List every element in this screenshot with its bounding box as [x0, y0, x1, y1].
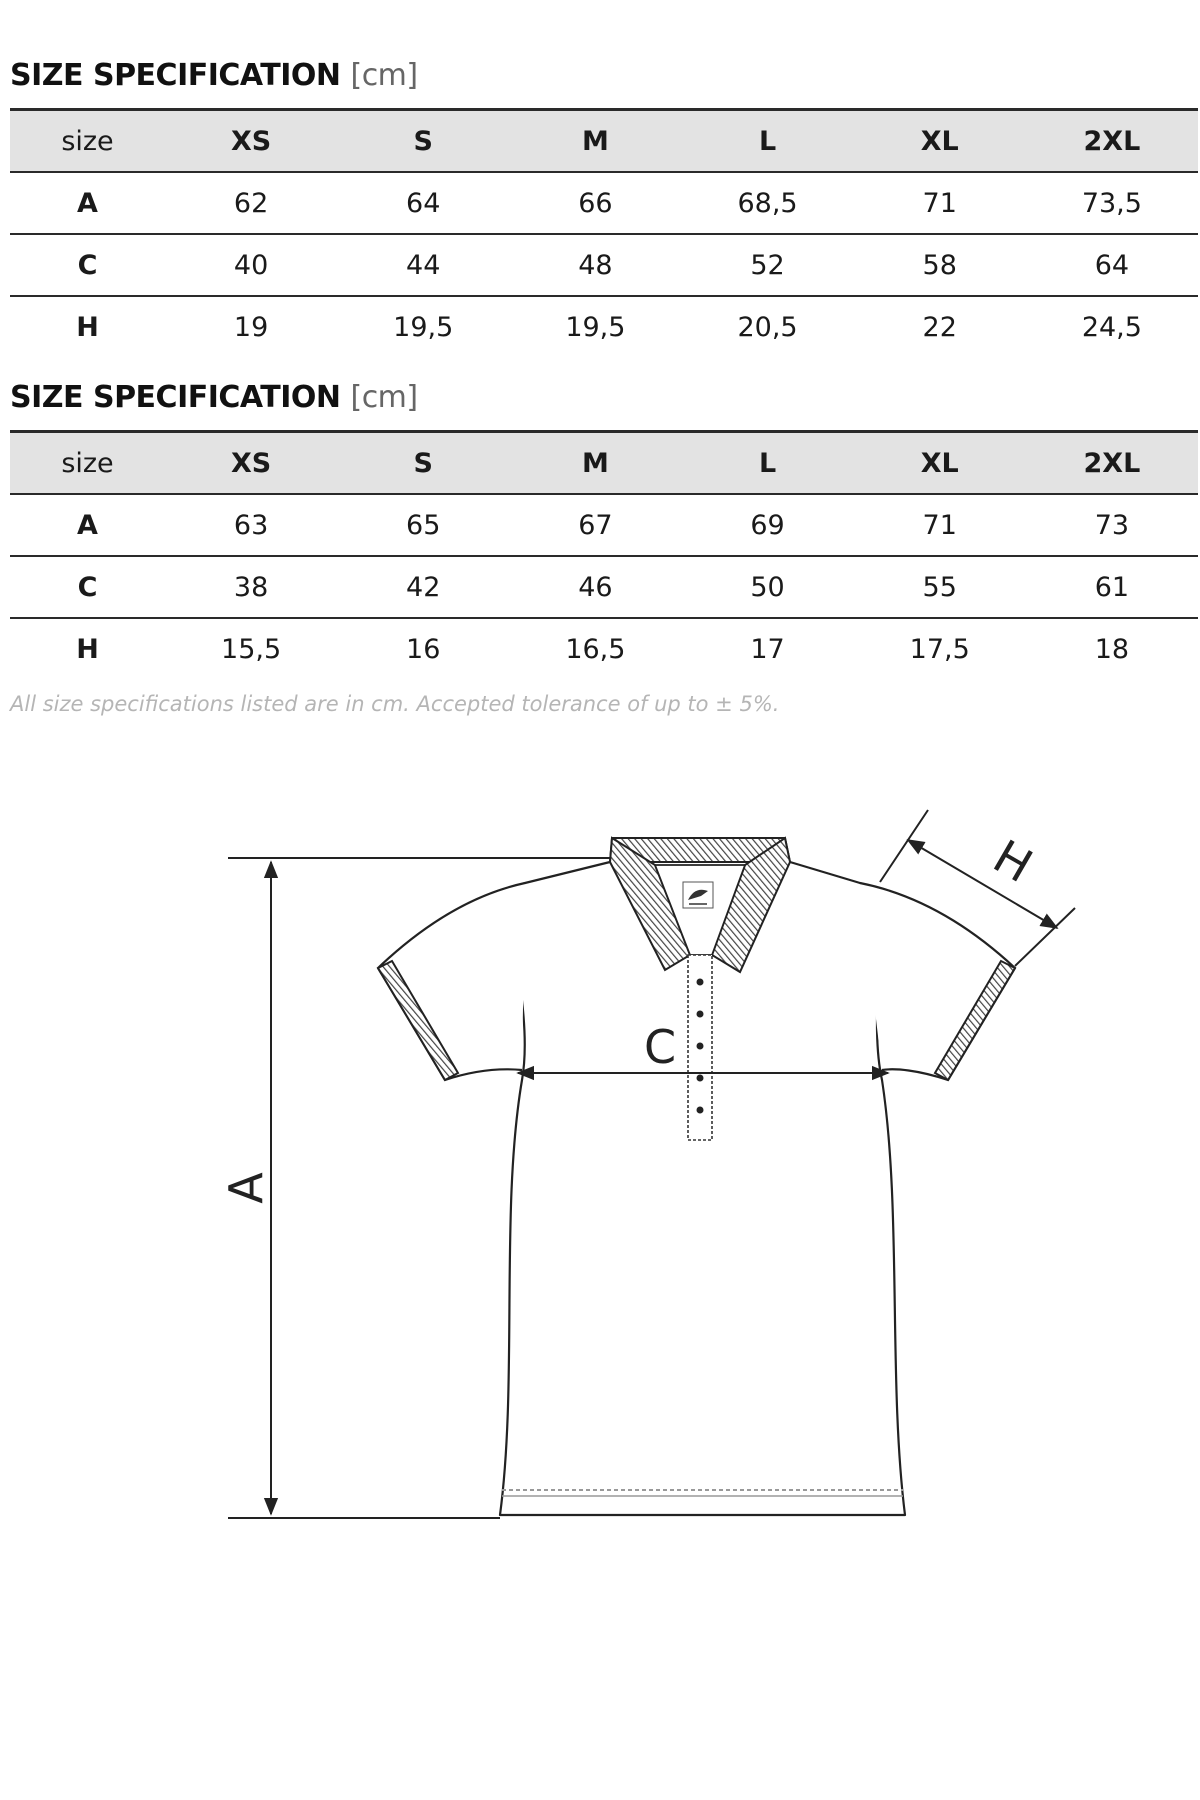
tolerance-note: All size specifications listed are in cm. Accepted tolerance of up to ± 5%.: [10, 692, 780, 716]
title-text: SIZE SPECIFICATION: [10, 58, 341, 93]
size-col-header: S: [413, 447, 433, 479]
size-col-header: L: [758, 125, 777, 157]
table-cell: 69: [750, 509, 785, 541]
table-cell: 71: [922, 509, 957, 541]
table-cell: 44: [406, 249, 441, 281]
table-header-row: [10, 110, 1198, 173]
polo-shirt-diagram: [0, 760, 1200, 1540]
table-cell: 68,5: [737, 187, 798, 219]
table-cell: 65: [406, 509, 441, 541]
size-col-header: L: [758, 447, 777, 479]
button-icon: [697, 1107, 704, 1114]
table-cell: 16: [406, 633, 441, 665]
size-spec-table-1: [10, 108, 1198, 357]
title-unit: [cm]: [350, 58, 418, 93]
table-row: [10, 296, 1198, 357]
table-cell: 73: [1094, 509, 1130, 541]
row-label: C: [77, 571, 98, 603]
table-cell: 62: [233, 187, 269, 219]
row-label: C: [77, 249, 98, 281]
table-cell: 16,5: [565, 633, 626, 665]
size-col-header: 2XL: [1083, 447, 1141, 479]
length-label: A: [219, 1172, 273, 1204]
title-unit: [cm]: [350, 380, 418, 415]
table-cell: 19: [233, 311, 269, 343]
row-label: A: [77, 187, 98, 219]
size-col-header: S: [413, 125, 433, 157]
size-spec-title-2: [10, 380, 418, 415]
table-cell: 46: [578, 571, 613, 603]
button-icon: [697, 1043, 704, 1050]
table-cell: 64: [1094, 249, 1130, 281]
table-cell: 61: [1094, 571, 1130, 603]
table-cell: 64: [406, 187, 441, 219]
row-label: H: [76, 633, 99, 665]
size-spec-title-1: [10, 58, 418, 93]
table-cell: 48: [578, 249, 613, 281]
table-cell: 18: [1094, 633, 1130, 665]
table-cell: 52: [750, 249, 785, 281]
size-header-label: size: [61, 447, 114, 479]
sleeve-guide: [880, 810, 928, 882]
size-col-header: 2XL: [1083, 125, 1141, 157]
size-header-label: size: [61, 125, 114, 157]
table-cell: 55: [922, 571, 957, 603]
size-col-header: XS: [230, 125, 272, 157]
table-cell: 20,5: [737, 311, 798, 343]
table-cell: 71: [922, 187, 957, 219]
table-header-row: [10, 432, 1198, 495]
sleeve-guide: [1015, 908, 1075, 966]
size-col-header: M: [581, 447, 609, 479]
size-col-header: M: [581, 125, 609, 157]
row-label: H: [76, 311, 99, 343]
table-cell: 38: [233, 571, 269, 603]
brand-logo-icon: [683, 882, 713, 908]
table-cell: 24,5: [1081, 311, 1142, 343]
table-cell: 19,5: [393, 311, 454, 343]
table-cell: 17,5: [909, 633, 970, 665]
size-col-header: XS: [230, 447, 272, 479]
table-cell: 67: [578, 509, 613, 541]
row-label: A: [77, 509, 98, 541]
table-cell: 22: [922, 311, 957, 343]
button-icon: [697, 1011, 704, 1018]
table-row: [10, 618, 1198, 679]
button-icon: [697, 1075, 704, 1082]
table-row: [10, 494, 1198, 556]
table-cell: 50: [750, 571, 785, 603]
table-cell: 63: [233, 509, 269, 541]
button-icon: [697, 979, 704, 986]
table-cell: 73,5: [1081, 187, 1142, 219]
table-row: [10, 556, 1198, 618]
table-cell: 40: [233, 249, 269, 281]
table-cell: 19,5: [565, 311, 626, 343]
table-row: [10, 172, 1198, 234]
table-row: [10, 234, 1198, 296]
table-cell: 66: [578, 187, 613, 219]
table-cell: 17: [750, 633, 785, 665]
size-spec-table-2: [10, 430, 1198, 679]
size-col-header: XL: [920, 447, 959, 479]
table-cell: 42: [406, 571, 441, 603]
table-cell: 15,5: [221, 633, 282, 665]
title-text: SIZE SPECIFICATION: [10, 380, 341, 415]
chest-label: C: [643, 1020, 677, 1074]
sleeve-label: H: [984, 829, 1042, 894]
table-cell: 58: [922, 249, 957, 281]
size-col-header: XL: [920, 125, 959, 157]
